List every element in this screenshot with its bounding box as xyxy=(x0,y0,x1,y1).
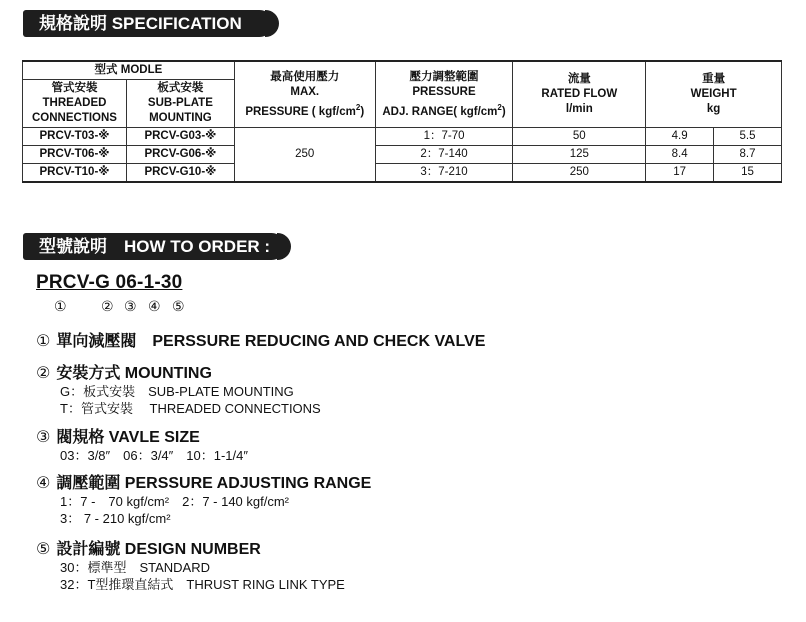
section-heading xyxy=(36,470,371,493)
code-number-2: ② xyxy=(101,298,114,314)
max-pressure-zh: 最高使用壓力 xyxy=(270,70,340,83)
section-heading xyxy=(36,536,345,559)
max-pressure-header xyxy=(234,61,375,128)
section-title: 單向減壓閥 PERSSURE REDUCING AND CHECK VALVE xyxy=(56,333,486,350)
max-pressure-sup: 2 xyxy=(355,102,361,112)
specification-table xyxy=(22,60,782,183)
section-title: 設計編號 DESIGN NUMBER xyxy=(56,541,261,558)
pressure-range-close: ) xyxy=(501,105,506,118)
weight-unit: kg xyxy=(706,103,721,115)
threaded-header xyxy=(23,80,127,128)
specification-banner: 規格說明 SPECIFICATION xyxy=(23,10,273,37)
threaded-zh: 管式安裝 xyxy=(51,82,98,94)
pressure-range-value: 3：7-210 xyxy=(375,164,513,183)
table-row xyxy=(23,146,782,164)
flow-zh: 流量 xyxy=(567,73,591,85)
section-line: 3： 7 - 210 kgf/cm² xyxy=(60,511,171,526)
section-heading xyxy=(36,360,321,383)
section-heading xyxy=(36,328,485,351)
pressure-range-sup: 2 xyxy=(497,102,502,112)
subplate-zh: 板式安裝 xyxy=(157,82,204,94)
model-header: 型式 MODLE xyxy=(23,61,235,80)
weight-value-2: 15 xyxy=(714,164,782,183)
weight-value-2: 8.7 xyxy=(714,146,782,164)
model-code: PRCV-G 06-1-30 xyxy=(36,272,183,293)
max-pressure-close: ) xyxy=(360,105,365,118)
section-number: ① xyxy=(36,333,51,350)
table-row xyxy=(23,128,782,146)
code-number-5: ⑤ xyxy=(172,298,185,314)
how-to-order-banner: 型號說明 HOW TO ORDER : xyxy=(23,233,285,260)
section-number: ③ xyxy=(36,429,51,446)
weight-value-2: 5.5 xyxy=(714,128,782,146)
code-number-3: ③ xyxy=(124,298,137,314)
pressure-range-value: 2：7-140 xyxy=(375,146,513,164)
table-header-row-1 xyxy=(23,61,782,80)
section-mounting xyxy=(36,360,321,417)
subplate-en1: SUB-PLATE xyxy=(147,97,213,109)
max-pressure-en2 xyxy=(237,100,373,120)
pressure-range-en1: PRESSURE xyxy=(412,85,476,98)
section-valve-type xyxy=(36,328,485,351)
subplate-model: PRCV-G10-※ xyxy=(126,164,234,183)
threaded-model: PRCV-T10-※ xyxy=(23,164,127,183)
max-pressure-en1: MAX. xyxy=(290,85,320,98)
flow-header xyxy=(513,61,646,128)
weight-header xyxy=(646,61,782,128)
flow-value: 250 xyxy=(513,164,646,183)
section-pressure-range xyxy=(36,470,371,527)
section-valve-size xyxy=(36,424,248,464)
section-number: ② xyxy=(36,365,51,382)
section-design-number xyxy=(36,536,345,593)
section-title: 調壓範圍 PERSSURE ADJUSTING RANGE xyxy=(56,475,372,492)
flow-value: 125 xyxy=(513,146,646,164)
section-line: G：板式安裝 SUB-PLATE MOUNTING xyxy=(60,384,294,399)
pressure-range-en2 xyxy=(378,100,511,120)
weight-value-1: 4.9 xyxy=(646,128,714,146)
pressure-range-value: 1：7-70 xyxy=(375,128,513,146)
flow-unit: l/min xyxy=(565,103,593,115)
weight-zh: 重量 xyxy=(702,73,726,85)
max-pressure-unit: PRESSURE ( kgf/cm xyxy=(245,105,356,118)
section-line: 1：7 - 70 kgf/cm² 2：7 - 140 kgf/cm² xyxy=(60,494,290,509)
subplate-header xyxy=(126,80,234,128)
code-number-1: ① xyxy=(54,298,67,314)
table-row xyxy=(23,164,782,183)
section-line: 32：T型推環直結式 THRUST RING LINK TYPE xyxy=(60,577,345,592)
weight-en: WEIGHT xyxy=(690,88,737,100)
flow-value: 50 xyxy=(513,128,646,146)
section-line: 03：3/8″ 06：3/4″ 10：1-1/4″ xyxy=(60,448,248,463)
pressure-range-unit: ADJ. RANGE( kgf/cm xyxy=(382,105,498,118)
subplate-model: PRCV-G03-※ xyxy=(126,128,234,146)
section-line: 30：標準型 STANDARD xyxy=(60,560,211,575)
subplate-en2: MOUNTING xyxy=(149,112,212,124)
max-pressure-value: 250 xyxy=(234,128,375,183)
section-number: ⑤ xyxy=(36,541,51,558)
section-heading xyxy=(36,424,248,447)
threaded-en2: CONNECTIONS xyxy=(31,112,117,124)
section-number: ④ xyxy=(36,475,51,492)
subplate-model: PRCV-G06-※ xyxy=(126,146,234,164)
code-number-4: ④ xyxy=(148,298,161,314)
threaded-en1: THREADED xyxy=(42,97,107,109)
threaded-model: PRCV-T03-※ xyxy=(23,128,127,146)
pressure-range-header xyxy=(375,61,513,128)
threaded-model: PRCV-T06-※ xyxy=(23,146,127,164)
flow-en: RATED FLOW xyxy=(541,88,618,100)
section-title: 閥規格 VAVLE SIZE xyxy=(56,429,200,446)
weight-value-1: 17 xyxy=(646,164,714,183)
weight-value-1: 8.4 xyxy=(646,146,714,164)
section-line: T：管式安裝 THREADED CONNECTIONS xyxy=(60,401,321,416)
pressure-range-zh: 壓力調整範圍 xyxy=(409,70,479,83)
section-title: 安裝方式 MOUNTING xyxy=(56,365,212,382)
